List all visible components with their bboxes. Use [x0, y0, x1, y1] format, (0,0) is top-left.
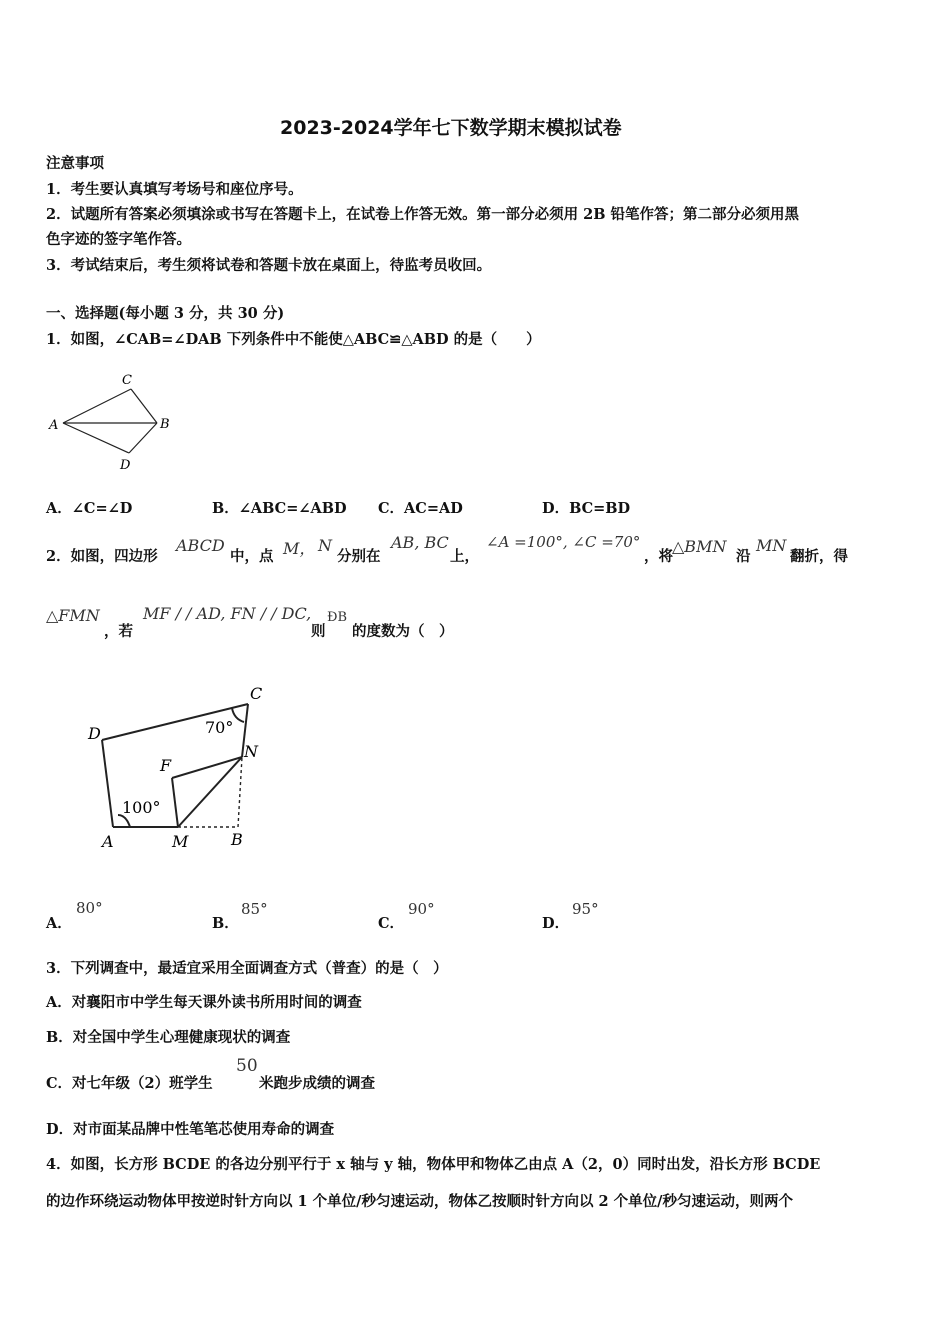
q2-math-abcd: ABCD	[176, 536, 225, 555]
q2-option-c-value: 90°	[408, 900, 435, 918]
q3-option-a: A．对襄阳市中学生每天课外读书所用时间的调查	[46, 994, 362, 1011]
label-n: N	[244, 742, 258, 761]
q2-math-triangle-bmn: △BMN	[672, 537, 727, 556]
angle-c-arc	[232, 708, 244, 722]
q3-option-c-text-2: 米跑步成绩的调查	[259, 1075, 375, 1092]
label-m: M	[172, 832, 189, 851]
notice-item-1: 1．考生要认真填写考场号和座位序号。	[46, 181, 303, 198]
q3-stem: 3．下列调查中，最适宜采用全面调查方式（普查）的是（ ）	[46, 960, 448, 977]
label-a: A	[102, 832, 114, 851]
q3-option-c-text-1: C．对七年级（2）班学生	[46, 1075, 213, 1092]
label-d: D	[88, 724, 101, 743]
q2-text-3: 分别在	[337, 548, 381, 565]
q2-math-mn: MN	[756, 536, 787, 555]
label-c: C	[122, 373, 132, 388]
segment-ad	[63, 423, 129, 453]
q2-math-m: M，	[283, 539, 316, 558]
segment-cb	[131, 389, 157, 423]
q3-option-b: B．对全国中学生心理健康现状的调查	[46, 1029, 291, 1046]
label-angle-a: 100°	[122, 798, 161, 817]
q2-figure	[80, 675, 280, 855]
q2-text-5: ，将	[644, 548, 673, 565]
q1-option-a: A．∠C=∠D	[46, 500, 133, 517]
segment-ac	[63, 389, 131, 423]
q2-text-1: 2．如图，四边形	[46, 548, 158, 565]
q3-option-d: D．对市面某品牌中性笔笔芯使用寿命的调查	[46, 1121, 335, 1138]
label-angle-c: 70°	[205, 718, 234, 737]
q2-option-d-label: D．	[542, 915, 570, 932]
q2-option-b-value: 85°	[241, 900, 268, 918]
q2-text-10: 的度数为（ ）	[352, 623, 454, 640]
label-d: D	[120, 458, 131, 473]
notice-heading: 注意事项	[46, 155, 104, 172]
q1-option-c: C．AC=AD	[378, 500, 463, 517]
segment-mf	[172, 778, 178, 827]
q1-figure	[40, 366, 180, 476]
q4-line-1: 4．如图，长方形 BCDE 的各边分别平行于 x 轴与 y 轴，物体甲和物体乙由点 A（2，0）同时出发，沿长方形 BCDE	[46, 1156, 821, 1173]
page-title: 2023-2024学年七下数学期末模拟试卷	[280, 117, 622, 139]
q2-text-7: 翻折，得	[790, 548, 848, 565]
label-b: B	[231, 830, 243, 849]
q3-option-c-number: 50	[236, 1056, 258, 1076]
q1-option-b: B．∠ABC=∠ABD	[212, 500, 347, 517]
notice-item-3: 3．考试结束后，考生须将试卷和答题卡放在桌面上，待监考员收回。	[46, 257, 492, 274]
q2-math-parallels: MF / / AD, FN / / DC,	[143, 604, 312, 623]
q2-option-a-label: A．	[46, 915, 72, 932]
segment-db	[129, 423, 157, 453]
q2-math-angle-b: ÐB	[327, 610, 348, 625]
q2-math-triangle-fmn: △FMN	[46, 606, 100, 625]
section-heading: 一、选择题(每小题 3 分，共 30 分)	[46, 305, 285, 322]
label-f: F	[160, 756, 172, 775]
q2-text-9: 则	[311, 623, 326, 640]
notice-item-2a: 2．试题所有答案必须填涂或书写在答题卡上，在试卷上作答无效。第一部分必须用 2B 铅笔作答；第二部分必须用黑	[46, 206, 800, 223]
segment-bn-dashed	[238, 757, 242, 827]
q2-text-6: 沿	[736, 548, 751, 565]
q4-line-2: 的边作环绕运动物体甲按逆时针方向以 1 个单位/秒匀速运动，物体乙按顺时针方向以 2 个单位/秒匀速运动，则两个	[46, 1193, 793, 1210]
q2-text-8: ，若	[104, 623, 133, 640]
label-b: B	[160, 417, 170, 432]
q2-math-angles: ∠A =100°, ∠C =70°	[486, 533, 641, 551]
segment-da	[102, 740, 113, 827]
q2-math-n: N	[318, 536, 332, 555]
q1-option-d: D．BC=BD	[542, 500, 631, 517]
q2-text-4: 上，	[450, 548, 479, 565]
q2-option-c-label: C．	[378, 915, 405, 932]
q2-text-2: 中，点	[230, 548, 274, 565]
q1-stem: 1．如图，∠CAB=∠DAB 下列条件中不能使△ABC≌△ABD 的是（ ）	[46, 331, 541, 348]
q2-math-ab-bc: AB, BC	[391, 533, 449, 552]
label-a: A	[49, 418, 59, 433]
label-c: C	[250, 684, 263, 703]
q2-option-b-label: B．	[212, 915, 239, 932]
notice-item-2b: 色字迹的签字笔作答。	[46, 231, 191, 248]
q2-option-d-value: 95°	[572, 900, 599, 918]
q2-option-a-value: 80°	[76, 899, 103, 917]
